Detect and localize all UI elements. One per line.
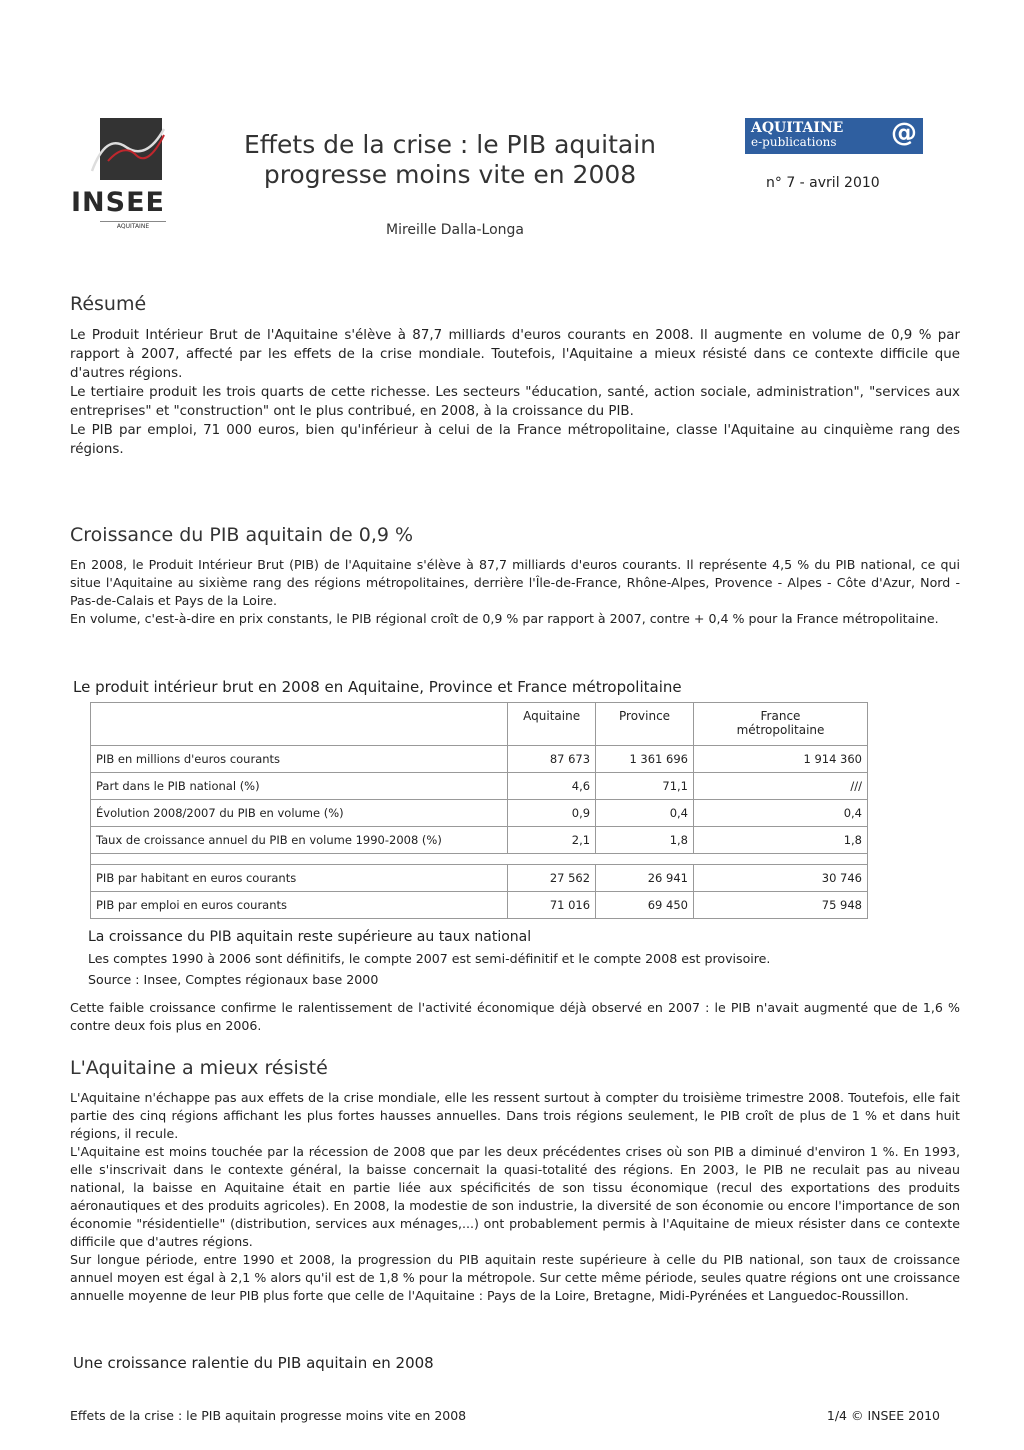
title-line-1: Effets de la crise : le PIB aquitain (244, 130, 656, 159)
cell-value: 0,9 (508, 800, 596, 827)
table-header-row (91, 703, 868, 746)
page-footer (70, 1408, 940, 1423)
row-label: Part dans le PIB national (%) (91, 773, 508, 800)
column-header: Province (596, 703, 694, 746)
body-paragraph: L'Aquitaine n'échappe pas aux effets de la crise mondiale, elle les ressent surtout à compter du troisième trimestre 2008. Toutefois, elle fait partie des cinq régions affichant les plus fortes hausses annuelles. Dans trois régions seulement, le PIB croît de plus de 1 % et dans huit régions, il recule. (70, 1090, 960, 1141)
row-label: PIB par habitant en euros courants (91, 865, 508, 892)
pib-table (90, 702, 868, 919)
footer-page-copyright: 1/4 © INSEE 2010 (826, 1408, 940, 1423)
row-label: Évolution 2008/2007 du PIB en volume (%) (91, 800, 508, 827)
table-row (91, 746, 868, 773)
cell-value: 0,4 (596, 800, 694, 827)
section-resistance-body (70, 1089, 960, 1305)
table-row (91, 865, 868, 892)
cell-value: 75 948 (693, 892, 867, 919)
table-source: Source : Insee, Comptes régionaux base 2000 (88, 972, 379, 987)
cell-value: 1 361 696 (596, 746, 694, 773)
cell-value: 69 450 (596, 892, 694, 919)
logo-subtitle: AQUITAINE (100, 221, 166, 230)
resume-paragraph: Le Produit Intérieur Brut de l'Aquitaine s'élève à 87,7 milliards d'euros courants en 2008. Il augmente en volume de 0,9 % par rapport à 2007, affecté par les effets de la crise mondiale. Toutefois, l'Aquitaine a mieux résisté dans ce contexte difficile que d'autres régions. (70, 328, 960, 381)
cell-value: 71,1 (596, 773, 694, 800)
table-caption: La croissance du PIB aquitain reste supérieure au taux national (88, 929, 532, 945)
cell-value: 1,8 (596, 827, 694, 854)
table-row (91, 773, 868, 800)
publication-badge (745, 118, 923, 154)
table-separator-row (91, 854, 868, 865)
resume-paragraph: Le PIB par emploi, 71 000 euros, bien qu'inférieur à celui de la France métropolitaine, classe l'Aquitaine au cinquième rang des régions. (70, 423, 960, 457)
cell-value: 26 941 (596, 865, 694, 892)
body-paragraph: En volume, c'est-à-dire en prix constants, le PIB régional croît de 0,9 % par rapport à 2007, contre + 0,4 % pour la France métropolitaine. (70, 611, 939, 626)
cell-value: 1 914 360 (693, 746, 867, 773)
at-icon: @ (891, 118, 917, 148)
logo-wordmark: INSEE (71, 187, 165, 218)
section-heading-growth: Croissance du PIB aquitain de 0,9 % (70, 524, 414, 546)
column-header: France métropolitaine (693, 703, 867, 746)
badge-title: AQUITAINE (751, 120, 844, 136)
row-label: PIB par emploi en euros courants (91, 892, 508, 919)
cell-value: 87 673 (508, 746, 596, 773)
footer-title: Effets de la crise : le PIB aquitain progresse moins vite en 2008 (70, 1408, 467, 1423)
column-header (91, 703, 508, 746)
cell-value: 0,4 (693, 800, 867, 827)
column-header: Aquitaine (508, 703, 596, 746)
table-title: Le produit intérieur brut en 2008 en Aquitaine, Province et France métropolitaine (73, 678, 682, 696)
badge-subtitle: e-publications (751, 135, 837, 149)
resume-heading: Résumé (70, 293, 147, 315)
cell-value: /// (693, 773, 867, 800)
table-row (91, 800, 868, 827)
resume-paragraph: Le tertiaire produit les trois quarts de cette richesse. Les secteurs "éducation, santé, action sociale, administration", "services aux entreprises" et "construction" ont le plus contribué, en 2008, à la croissance du PIB. (70, 385, 960, 419)
next-figure-title: Une croissance ralentie du PIB aquitain en 2008 (73, 1354, 434, 1372)
after-table-paragraph (70, 999, 960, 1035)
title-line-2: progresse moins vite en 2008 (263, 160, 637, 189)
body-paragraph: Sur longue période, entre 1990 et 2008, la progression du PIB aquitain reste supérieure à celle du PIB national, son taux de croissance annuel moyen est égal à 2,1 % alors qu'il est de 1,8 % pour la métropole. Sur cette même période, seules quatre régions ont une croissance annuelle moyenne de leur PIB plus forte que celle de l'Aquitaine : Pays de la Loire, Bretagne, Midi-Pyrénées et Languedoc-Roussillon. (70, 1252, 960, 1303)
issue-number: n° 7 - avril 2010 (766, 175, 880, 191)
cell-value: 2,1 (508, 827, 596, 854)
body-paragraph: Cette faible croissance confirme le ralentissement de l'activité économique déjà observé en 2007 : le PIB n'avait augmenté que de 1,6 % contre deux fois plus en 2006. (70, 1000, 960, 1033)
table-row (91, 827, 868, 854)
page-title (200, 130, 700, 190)
row-label: PIB en millions d'euros courants (91, 746, 508, 773)
section-growth-body (70, 556, 960, 628)
cell-value: 4,6 (508, 773, 596, 800)
cell-value: 30 746 (693, 865, 867, 892)
cell-value: 1,8 (693, 827, 867, 854)
row-label: Taux de croissance annuel du PIB en volume 1990-2008 (%) (91, 827, 508, 854)
cell-value: 71 016 (508, 892, 596, 919)
author: Mireille Dalla-Longa (386, 222, 524, 238)
body-paragraph: L'Aquitaine est moins touchée par la récession de 2008 que par les deux précédentes crises où son PIB a diminué d'environ 1 %. En 1993, elle s'inscrivait dans le contexte général, la baisse concernait la quasi-totalité des régions. En 2003, le PIB ne reculait pas au niveau national, la baisse en Aquitaine était en partie liée aux spécificités de son tissu économique (recul des exportations des produits aéronautiques et des produits agricoles). En 2008, la modestie de son industrie, la diversité de son économie ou encore l'importance de son économie "résidentielle" (distribution, services aux ménages,...) ont probablement permis à l'Aquitaine de mieux résister dans ce contexte difficile que d'autres régions. (70, 1144, 960, 1249)
logo-swoosh-icon (88, 121, 168, 181)
table-row (91, 892, 868, 919)
insee-logo (70, 115, 166, 235)
separator-cell (91, 854, 868, 865)
section-heading-resistance: L'Aquitaine a mieux résisté (70, 1057, 328, 1079)
cell-value: 27 562 (508, 865, 596, 892)
table-note: Les comptes 1990 à 2006 sont définitifs, le compte 2007 est semi-définitif et le compte 2008 est provisoire. (88, 951, 771, 966)
body-paragraph: En 2008, le Produit Intérieur Brut (PIB) de l'Aquitaine s'élève à 87,7 milliards d'euros courants. Il représente 4,5 % du PIB national, ce qui situe l'Aquitaine au sixième rang des régions métropolitaines, derrière l'Île-de-France, Rhône-Alpes, Provence - Alpes - Côte d'Azur, Nord - Pas-de-Calais et Pays de la Loire. (70, 557, 960, 608)
resume-body (70, 326, 960, 459)
